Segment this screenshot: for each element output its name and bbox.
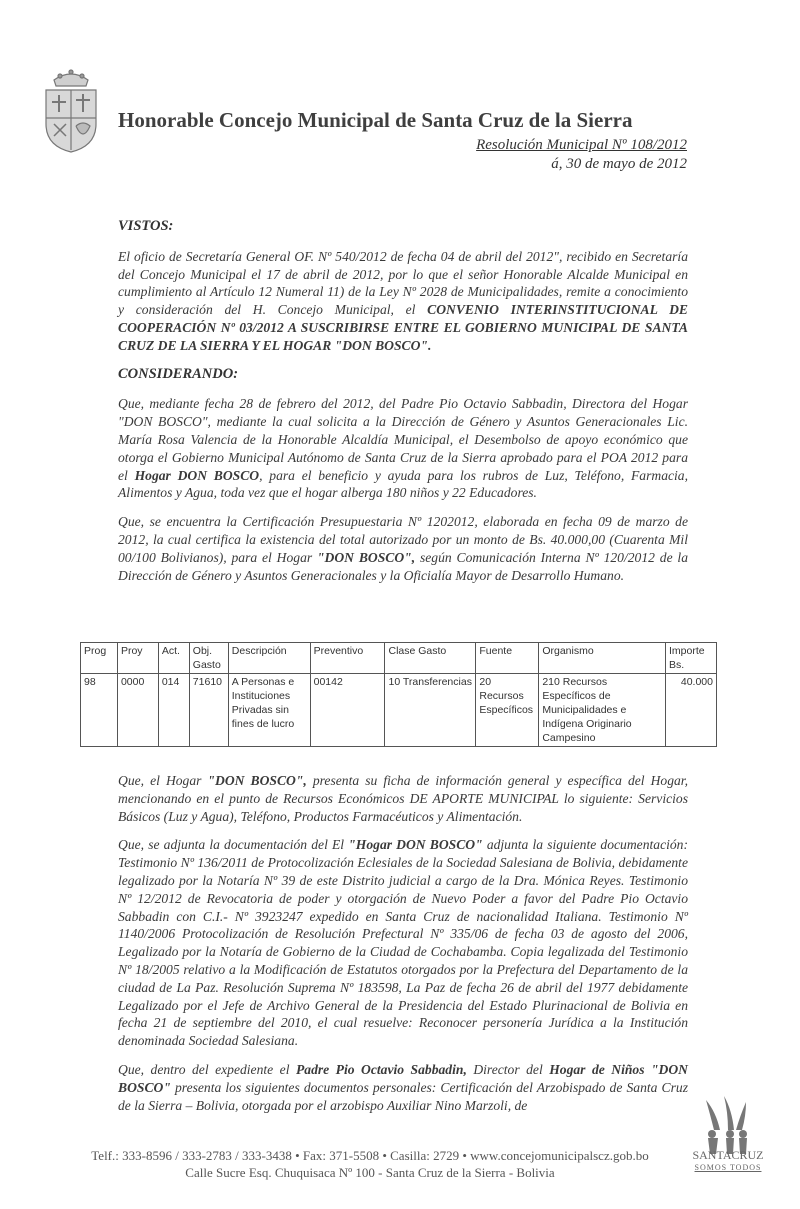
logo-wordmark xyxy=(688,1148,768,1172)
table-cell: 014 xyxy=(158,674,189,747)
budget-table xyxy=(80,642,717,747)
paragraph-text: Que, mediante fecha 28 de febrero del 2012, del Padre Pio Octavio Sabbadin, Directora del Hogar "DON BOSCO", mediante la cual solicita a la Dirección de Género y Asuntos Generacionales Lic. María Rosa Valencia de la Honorable Alcaldía Municipal, el Desembolso de apoyo económico que otorga el Gobierno Municipal Autónomo de Santa Cruz de la Sierra aprobado para el POA 2012 para el xyxy=(118,396,688,483)
considerando-paragraph-4 xyxy=(118,836,688,1050)
table-cell: 20 Recursos Específicos xyxy=(476,674,539,747)
table-header: Organismo xyxy=(539,643,666,674)
considerando-paragraph-1 xyxy=(118,395,688,502)
vistos-text: El oficio de Secretaría General OF. Nº 540/2012 de fecha 04 de abril del 2012", recibido en Secretaría del Concejo Municipal el 17 de abril de 2012, por lo que el señor Honorable Alcalde Municipal en cumplimiento al Artículo 12 Numeral 11) de la Ley Nº 2028 de Municipalidades, remite a conocimiento y consideración del H. Concejo Municipal, el xyxy=(118,248,688,318)
table-header: Obj. Gasto xyxy=(189,643,228,674)
table-header: Preventivo xyxy=(310,643,385,674)
table-cell: 210 Recursos Específicos de Municipalidades e Indígena Originario Campesino xyxy=(539,674,666,747)
table-header: Act. xyxy=(158,643,189,674)
table-header: Importe Bs. xyxy=(665,643,716,674)
paragraph-text: Director del xyxy=(473,1061,543,1077)
table-header: Proy xyxy=(117,643,158,674)
table-cell: 98 xyxy=(81,674,118,747)
table-header: Fuente xyxy=(476,643,539,674)
emphasis-text: Padre Pio Octavio Sabbadin, xyxy=(295,1061,467,1077)
considerando-heading: CONSIDERANDO: xyxy=(118,365,239,382)
table-row xyxy=(81,674,717,747)
emphasis-text: Hogar DON BOSCO xyxy=(134,467,260,483)
resolution-number: Resolución Municipal Nº 108/2012 xyxy=(476,137,687,153)
table-header-row xyxy=(81,643,717,674)
table-cell: 71610 xyxy=(189,674,228,747)
paragraph-text: Que, se adjunta la documentación del El xyxy=(118,837,345,853)
table-header: Prog xyxy=(81,643,118,674)
paragraph-text: presenta su ficha de información general y específica del Hogar, mencionando en el punto de Recursos Económicos DE APORTE MUNICIPAL lo siguiente: Servicios Básicos (Luz y Agua), Teléfono, Productos Farmacéuticos y Alimentación. xyxy=(118,773,688,824)
document-body xyxy=(118,218,688,595)
emphasis-text: Hogar de Niños "DON BOSCO" xyxy=(118,1061,688,1095)
footer-contact-line: Telf.: 333-8596 / 333-2783 / 333-3438 • Fax: 371-5508 • Casilla: 2729 • www.concejomunicipalscz.gob.bo xyxy=(91,1148,649,1163)
table-header: Clase Gasto xyxy=(385,643,476,674)
budget-table-container xyxy=(80,642,717,747)
table-cell: 00142 xyxy=(310,674,385,747)
vistos-paragraph xyxy=(118,248,688,355)
paragraph-text: Que, dentro del expediente el xyxy=(118,1061,290,1077)
paragraph-text: según Comunicación Interna Nº 120/2012 de la Dirección de Género y Asuntos Generacionales y la Oficialía Mayor de Desarrollo Humano. xyxy=(118,549,689,583)
organization-name: Honorable Concejo Municipal de Santa Cruz de la Sierra xyxy=(118,108,633,132)
paragraph-text: Que, el Hogar xyxy=(118,773,202,788)
paragraph-text: adjunta la siguiente documentación: Testimonio Nº 136/2011 de Protocolización Eclesiales de la Sociedad Salesiana de Bolivia, debidamente legalizado por la Notaría Nº 39 de este Distrito judicial a cargo de la Dra. Mónica Reyes. Testimonio Nº 12/2012 de Revocatoria de poder y otorgación de Nuevo Poder a favor del Padre Pio Octavio Sabbadin con C.I.- Nº 3923247 expedido en Santa Cruz de nacionalidad Italiana. Testimonio Nº 1140/2006 Protocolización de Resolución Prefectural Nº 335/06 de fecha 03 de agosto del 2006, Legalizado por la Notaría de Gobierno de la Ciudad de Cochabamba. Copia legalizada del Testimonio Nº 18/2005 relativo a la Modificación de Estatutos otorgados por la Prefectura del Departamento de la ciudad de La Paz. Resolución Suprema Nº 183598, La Paz de fecha 26 de abril del 1977 debidamente Legalizado por el Jefe de Archivo General de la Presidencia del Estado Plurinacional de Bolivia en fecha 21 de septiembre del 2010, el cual resuelve: Reconocer personería Jurídica a la Institución denominada Sociedad Salesiana. xyxy=(118,837,689,1049)
logo-subtext: SOMOS TODOS xyxy=(694,1163,762,1172)
emphasis-text: "DON BOSCO", xyxy=(207,773,307,788)
page-footer xyxy=(50,1147,690,1181)
vistos-heading: VISTOS: xyxy=(118,218,174,234)
considerando-paragraph-2 xyxy=(118,513,688,584)
table-cell: 0000 xyxy=(117,674,158,747)
santa-cruz-logo-icon xyxy=(688,1090,768,1190)
coat-of-arms-icon xyxy=(40,62,102,154)
convenio-title: CONVENIO INTERINSTITUCIONAL DE COOPERACIÓN Nº 03/2012 A SUSCRIBIRSE ENTRE EL GOBIERNO MUNICIPAL DE SANTA CRUZ DE LA SIERRA Y EL HOGAR "DON BOSCO". xyxy=(118,302,688,353)
considerando-paragraph-3 xyxy=(118,772,688,825)
paragraph-text: Que, se encuentra la Certificación Presupuestaria Nº 1202012, elaborada en fecha 09 de marzo de 2012, la cual certifica la existencia del total autorizado por un monto de Bs. 40.000,00 (Cuarenta Mil 00/100 Bolivianos), para el Hogar xyxy=(118,514,688,565)
resolution-date: á, 30 de mayo de 2012 xyxy=(551,156,687,172)
logo-text: SANTACRUZ xyxy=(692,1148,764,1162)
document-body-continued xyxy=(118,772,688,1125)
considerando-paragraph-5 xyxy=(118,1061,688,1114)
emphasis-text: "Hogar DON BOSCO" xyxy=(348,837,483,853)
table-cell: A Personas e Instituciones Privadas sin fines de lucro xyxy=(228,674,310,747)
footer-address-line: Calle Sucre Esq. Chuquisaca Nº 100 - Santa Cruz de la Sierra - Bolivia xyxy=(185,1165,555,1180)
table-header: Descripción xyxy=(228,643,310,674)
table-cell: 10 Transferencias xyxy=(385,674,476,747)
paragraph-text: , para el beneficio y ayuda para los rubros de Luz, Teléfono, Farmacia, Alimentos y Agua, toda vez que el hogar alberga 180 niños y 22 Educadores. xyxy=(118,467,689,501)
paragraph-text: presenta los siguientes documentos personales: Certificación del Arzobispado de Santa Cruz de la Sierra – Bolivia, otorgada por el arzobispo Auxiliar Nino Marzoli, de xyxy=(118,1079,688,1113)
table-cell: 40.000 xyxy=(665,674,716,747)
emphasis-text: "DON BOSCO", xyxy=(317,549,416,565)
